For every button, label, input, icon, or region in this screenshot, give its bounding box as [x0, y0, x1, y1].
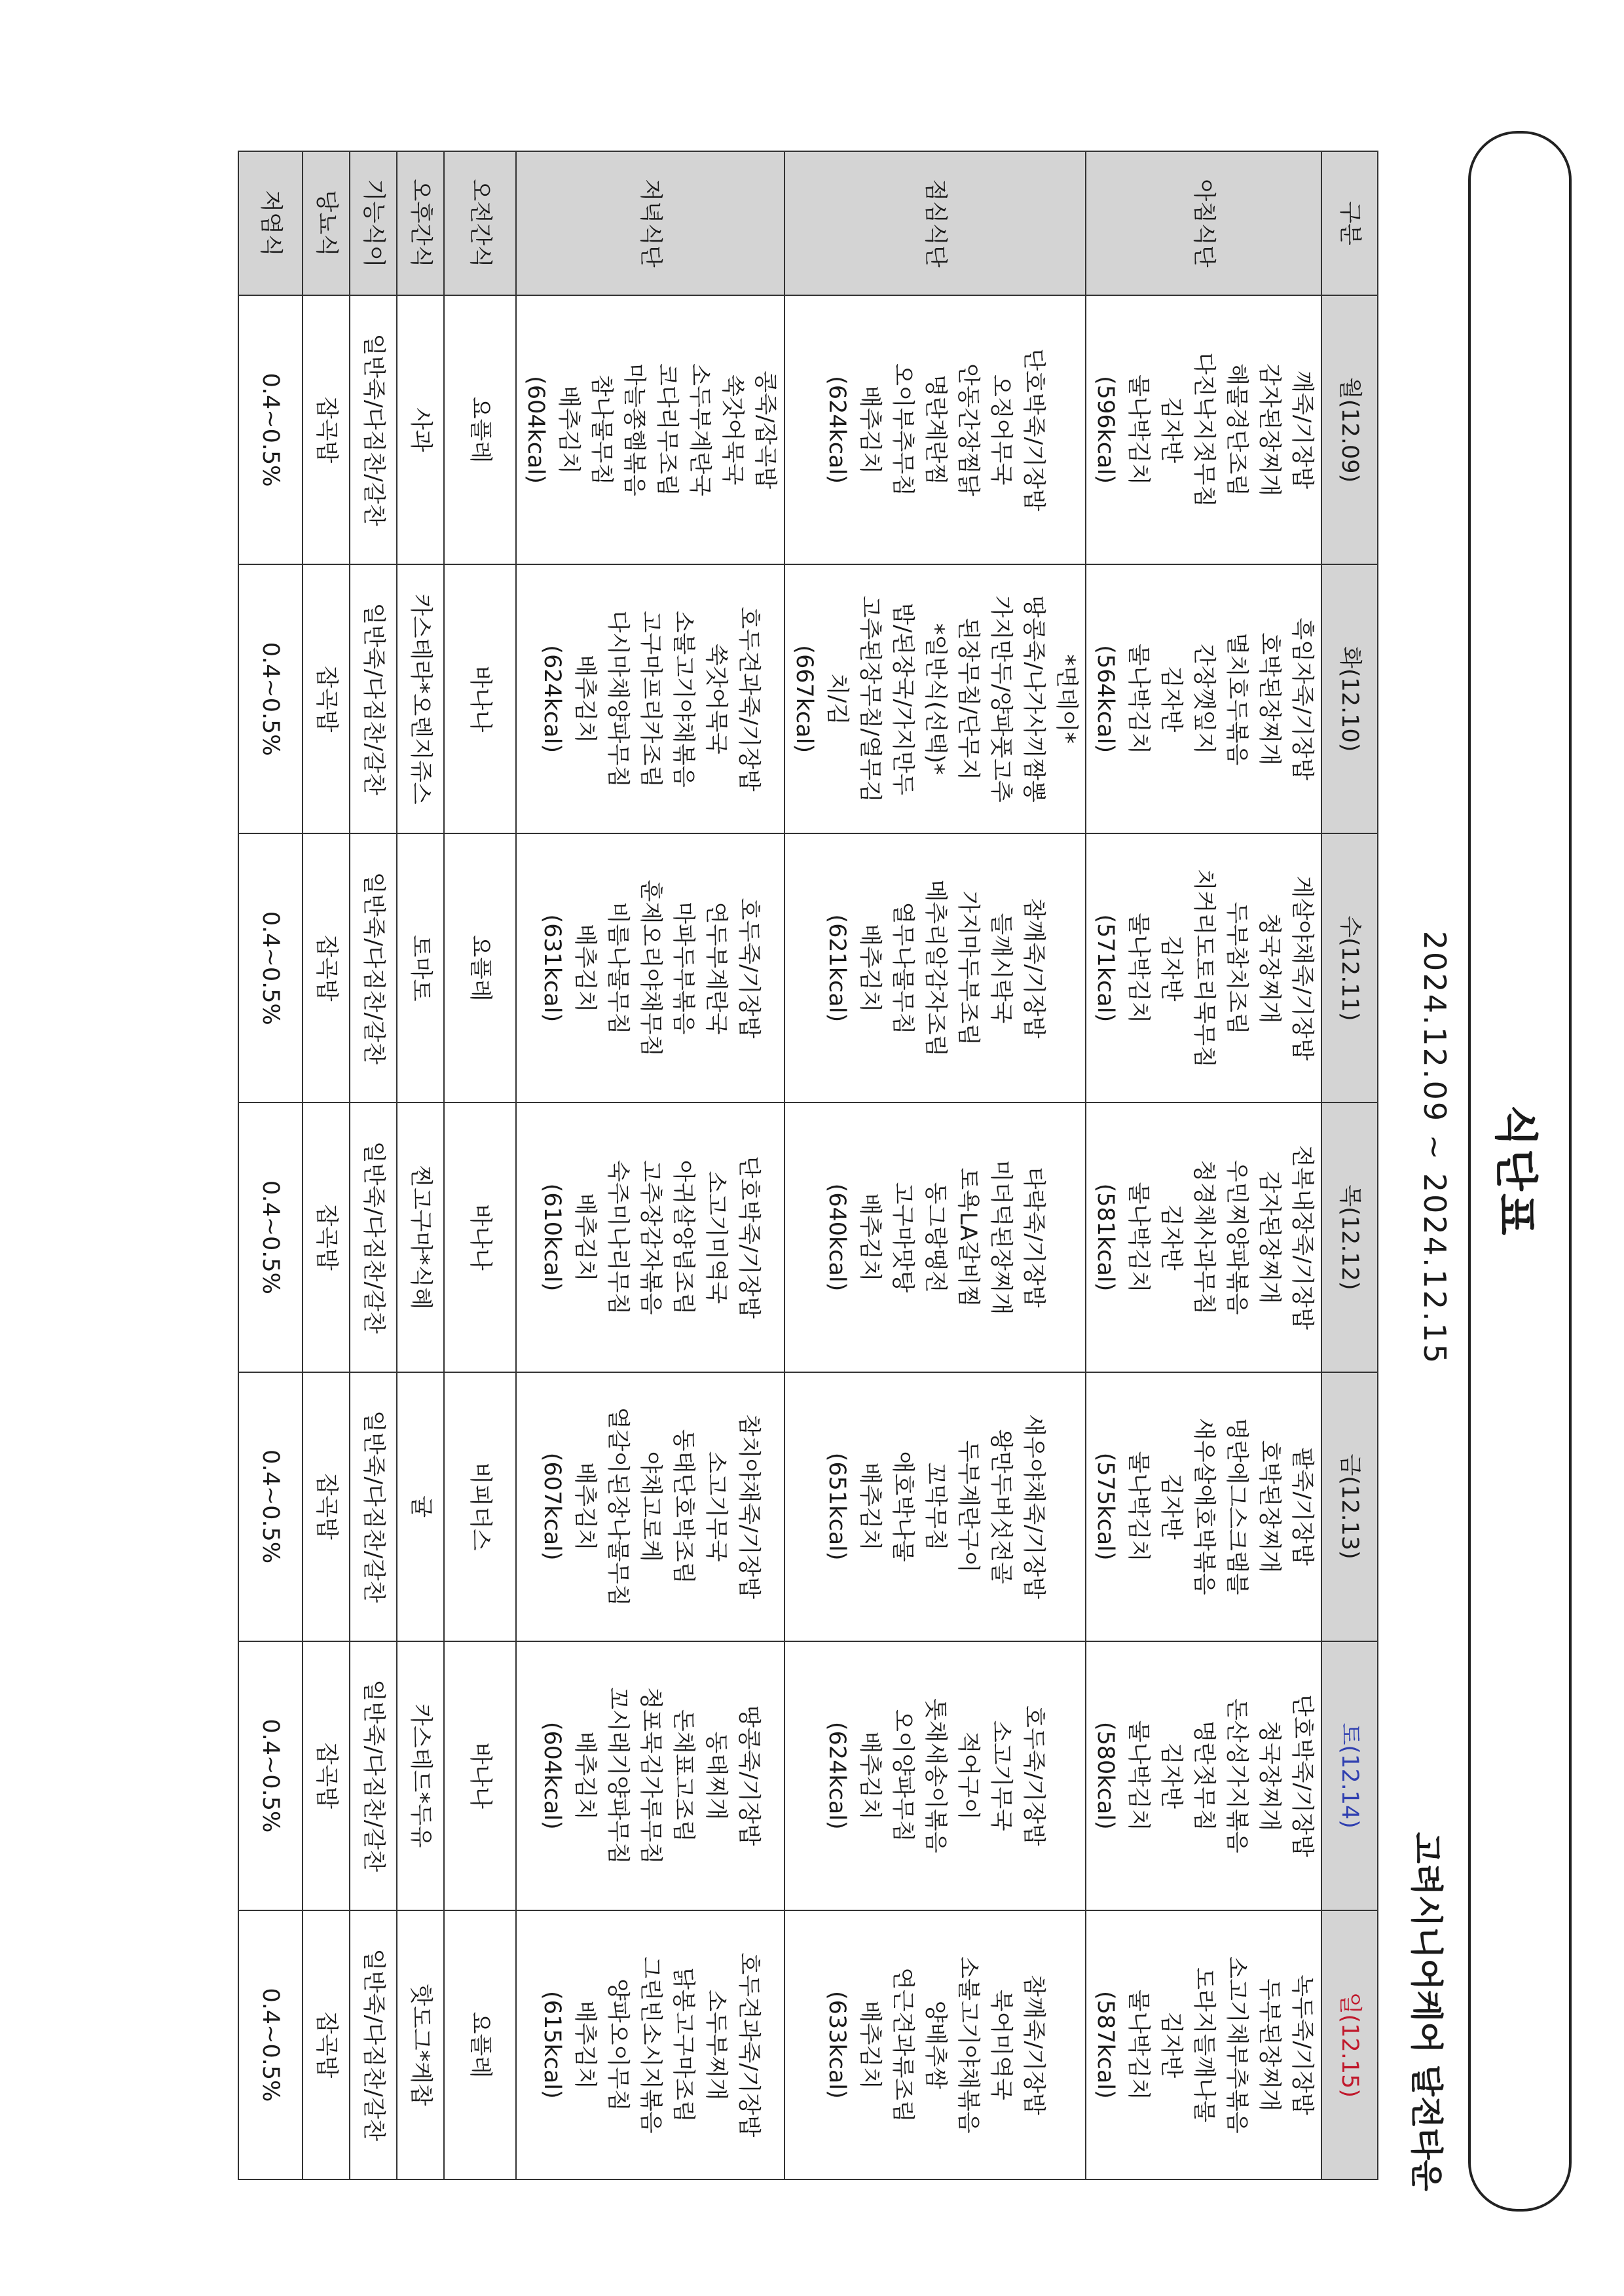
- menu-cell: 일반죽/다짐찬/갈찬: [350, 1910, 397, 2179]
- title-banner: [1468, 131, 1572, 2212]
- menu-cell: 바나나: [444, 564, 516, 833]
- row-label: 당뇨식: [303, 151, 350, 295]
- menu-cell: 요플레: [444, 1910, 516, 2179]
- menu-cell: 0.4~0.5%: [238, 1641, 303, 1910]
- menu-cell: 비피더스: [444, 1372, 516, 1641]
- row-label: 저염식: [238, 151, 303, 295]
- menu-cell: 새우야채죽/기장밥 왕만두버섯전골 두부계란구이 꼬막무침 애호박나물 배추김치 (651kcal): [784, 1372, 1086, 1641]
- menu-cell: 참깨죽/기장밥 들깨시락국 가지마두부조림 메추리알감자조림 열무나물무침 배추김치 (621kcal): [784, 833, 1086, 1102]
- menu-cell: 호두죽/기장밥 연두부계란국 마파두부볶음 훈제오리야채무침 비름나물무침 배추김치 (631kcal): [516, 833, 784, 1102]
- menu-cell: 팥죽/기장밥 호박된장찌개 명란에그스크램블 새우살애호박볶음 김자반 물나박김치 (575kcal): [1086, 1372, 1321, 1641]
- menu-cell: 전복내장죽/기장밥 감자된장찌개 우민찌양파볶음 청경채사과무침 김자반 물나박김치 (581kcal): [1086, 1102, 1321, 1372]
- menu-cell: 찐고구마*식혜: [397, 1102, 444, 1372]
- menu-cell: 콩죽/잡곡밥 쑥갓어묵국 소두부계란국 코다리무조림 마늘쫑햄볶음 참나물무침 배추김치 (604kcal): [516, 295, 784, 564]
- corner-header: 구분: [1321, 151, 1378, 295]
- menu-cell: 귤: [397, 1372, 444, 1641]
- menu-cell: 요플레: [444, 833, 516, 1102]
- row-label: 오전간식: [444, 151, 516, 295]
- menu-cell: 일반죽/다짐찬/갈찬: [350, 1102, 397, 1372]
- menu-cell: 일반죽/다짐찬/갈찬: [350, 1372, 397, 1641]
- menu-cell: 일반죽/다짐찬/갈찬: [350, 833, 397, 1102]
- menu-cell: 사과: [397, 295, 444, 564]
- row-label: 아침식단: [1086, 151, 1321, 295]
- table-row: [303, 151, 350, 2179]
- menu-cell: 잡곡밥: [303, 564, 350, 833]
- menu-cell: 참깨죽/기장밥 북어미역국 소불고기야채볶음 양배추쌈 연근견과류조림 배추김치 (633kcal): [784, 1910, 1086, 2179]
- menu-cell: 바나나: [444, 1102, 516, 1372]
- day-header: 토(12.14): [1321, 1641, 1378, 1910]
- menu-cell: *면데이* 땅콩죽/나가사끼짬뽕 가지만두/양파풋고추 된장무침/단무지 *일반식(선택)* 밥/된장국/가지만두 고추된장무침/열무김 치/김 (667kcal): [784, 564, 1086, 833]
- menu-cell: 잡곡밥: [303, 1910, 350, 2179]
- menu-cell: 호두견과죽/기장밥 쑥갓어묵국 소불고기야채볶음 고구마프리카조림 다시마채양파무침 배추김치 (624kcal): [516, 564, 784, 833]
- menu-cell: 단호박죽/기장밥 소고기미역국 아귀살양념조림 고추장감자볶음 숙주미나리무침 배추김치 (610kcal): [516, 1102, 784, 1372]
- menu-cell: 단호박죽/기장밥 오징어무국 안동간장찜닭 명란계란찜 오이부추무침 배추김치 (624kcal): [784, 295, 1086, 564]
- page-title: 식단표: [1490, 1104, 1541, 1238]
- menu-cell: 요플레: [444, 295, 516, 564]
- menu-cell: 0.4~0.5%: [238, 1910, 303, 2179]
- day-header: 목(12.12): [1321, 1102, 1378, 1372]
- table-row: [784, 151, 1086, 2179]
- menu-cell: 카스테라*오렌지쥬스: [397, 564, 444, 833]
- row-label: 기능식이: [350, 151, 397, 295]
- menu-cell: 잡곡밥: [303, 1641, 350, 1910]
- menu-cell: 참치야채죽/기장밥 소고기무국 동태단호박조림 야채고로케 열갈이된장나물무침 배추김치 (607kcal): [516, 1372, 784, 1641]
- menu-cell: 카스테드*두유: [397, 1641, 444, 1910]
- menu-cell: 게살야채죽/기장밥 청국장찌개 두부참치조림 치커리도토리묵무침 김자반 물나박김치 (571kcal): [1086, 833, 1321, 1102]
- menu-cell: 일반죽/다짐찬/갈찬: [350, 564, 397, 833]
- table-row: [397, 151, 444, 2179]
- menu-cell: 일반죽/다짐찬/갈찬: [350, 1641, 397, 1910]
- menu-cell: 호두견과죽/기장밥 소두부찌개 닭봉고구마조림 그린빈소시지볶음 양파오이무침 배추김치 (615kcal): [516, 1910, 784, 2179]
- menu-cell: 단호박죽/기장밥 청국장찌개 돈산성가지볶음 명란젓무침 김자반 물나박김치 (580kcal): [1086, 1641, 1321, 1910]
- menu-cell: 토마토: [397, 833, 444, 1102]
- day-header: 화(12.10): [1321, 564, 1378, 833]
- menu-cell: 잡곡밥: [303, 1372, 350, 1641]
- day-header: 월(12.09): [1321, 295, 1378, 564]
- menu-cell: 0.4~0.5%: [238, 1372, 303, 1641]
- menu-cell: 호두죽/기장밥 소고기무국 적어구이 톳채새송이볶음 오이양파무침 배추김치 (624kcal): [784, 1641, 1086, 1910]
- row-label: 오후간식: [397, 151, 444, 295]
- menu-cell: 0.4~0.5%: [238, 564, 303, 833]
- table-row: [350, 151, 397, 2179]
- menu-cell: 땅콩죽/기장밥 동태찌개 돈채표고조림 청포묵김가루무침 꼬시래기양파무침 배추김치 (604kcal): [516, 1641, 784, 1910]
- table-row: [238, 151, 303, 2179]
- row-label: 저녁식단: [516, 151, 784, 295]
- day-header: 금(12.13): [1321, 1372, 1378, 1641]
- table-row: [444, 151, 516, 2179]
- menu-cell: 녹두죽/기장밥 두부된장찌개 소고기채부추볶음 도라지들깨나물 김자반 물나박김치 (587kcal): [1086, 1910, 1321, 2179]
- date-range: 2024.12.09 ~ 2024.12.15: [1417, 930, 1452, 1366]
- menu-cell: 흑임자죽/기장밥 호박된장찌개 멸치호두볶음 간장깻잎지 김자반 물나박김치 (564kcal): [1086, 564, 1321, 833]
- menu-cell: 0.4~0.5%: [238, 295, 303, 564]
- menu-cell: 타락죽/기장밥 미더덕된장찌개 토욕LA갈비찜 동그랑땡전 고구마맛탕 배추김치 (640kcal): [784, 1102, 1086, 1372]
- menu-cell: 핫도그*케찹: [397, 1910, 444, 2179]
- menu-cell: 바나나: [444, 1641, 516, 1910]
- row-label: 점심식단: [784, 151, 1086, 295]
- table-row: [1086, 151, 1321, 2179]
- menu-cell: 깨죽/기장밥 감자된장찌개 해물경단조림 다진낙지젓무침 김자반 물나박김치 (596kcal): [1086, 295, 1321, 564]
- menu-cell: 잡곡밥: [303, 833, 350, 1102]
- menu-cell: 잡곡밥: [303, 1102, 350, 1372]
- menu-cell: 잡곡밥: [303, 295, 350, 564]
- organization-name: 고려시니어케어 달전타운: [1407, 1832, 1445, 2191]
- day-header: 일(12.15): [1321, 1910, 1378, 2179]
- menu-cell: 일반죽/다짐찬/갈찬: [350, 295, 397, 564]
- menu-cell: 0.4~0.5%: [238, 1102, 303, 1372]
- menu-cell: 0.4~0.5%: [238, 833, 303, 1102]
- table-row: [516, 151, 784, 2179]
- day-header: 수(12.11): [1321, 833, 1378, 1102]
- weekly-menu-table: [238, 151, 1378, 2180]
- table-header-row: [1321, 151, 1378, 2179]
